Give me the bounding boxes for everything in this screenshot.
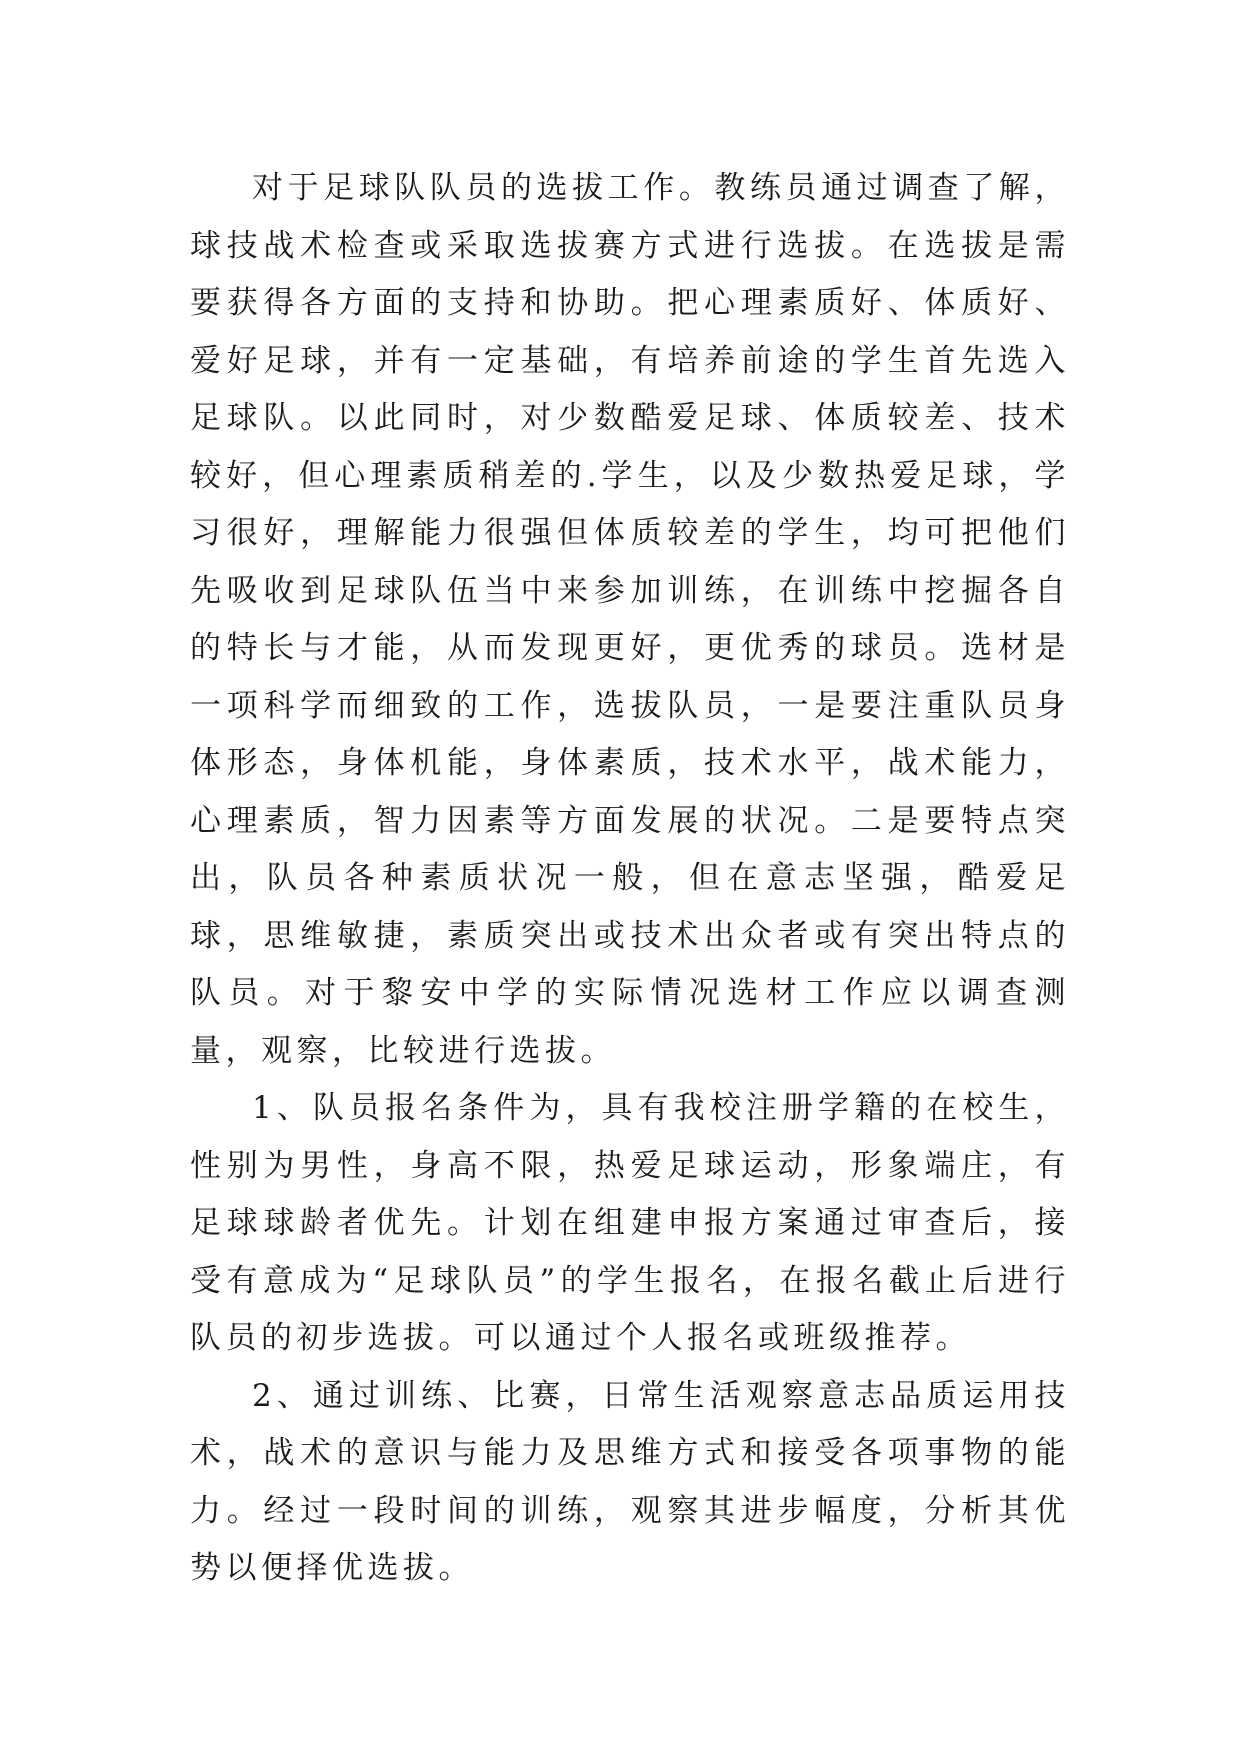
paragraph-registration-conditions: 1、队员报名条件为，具有我校注册学籍的在校生，性别为男性，身高不限，热爱足球运动，形象端庄，有足球球龄者优先。计划在组建申报方案通过审查后，接受有意成为“足球队员”的学生报名，在报名截止后进行队员的初步选拔。可以通过个人报名或班级推荐。: [190, 1090, 1070, 1356]
paragraph-training-observation: 2、通过训练、比赛，日常生活观察意志品质运用技术，战术的意识与能力及思维方式和接受各项事物的能力。经过一段时间的训练，观察其进步幅度，分析其优势以便择优选拔。: [190, 1377, 1070, 1586]
document-body: [190, 160, 1070, 1598]
paragraph-selection-overview: 对于足球队队员的选拔工作。教练员通过调查了解，球技战术检查或采取选拔赛方式进行选拔。在选拔是需要获得各方面的支持和协助。把心理素质好、体质好、爱好足球，并有一定基础，有培养前途的学生首先选入足球队。以此同时，对少数酷爱足球、体质较差、技术较好，但心理素质稍差的.学生，以及少数热爱足球，学习很好，理解能力很强但体质较差的学生，均可把他们先吸收到足球队伍当中来参加训练，在训练中挖掘各自的特长与才能，从而发现更好，更优秀的球员。选材是一项科学而细致的工作，选拔队员，一是要注重队员身体形态，身体机能，身体素质，技术水平，战术能力，心理素质，智力因素等方面发展的状况。二是要特点突出，队员各种素质状况一般，但在意志坚强，酷爱足球，思维敏捷，素质突出或技术出众者或有突出特点的队员。对于黎安中学的实际情况选材工作应以调查测量，观察，比较进行选拔。: [190, 170, 1070, 1069]
